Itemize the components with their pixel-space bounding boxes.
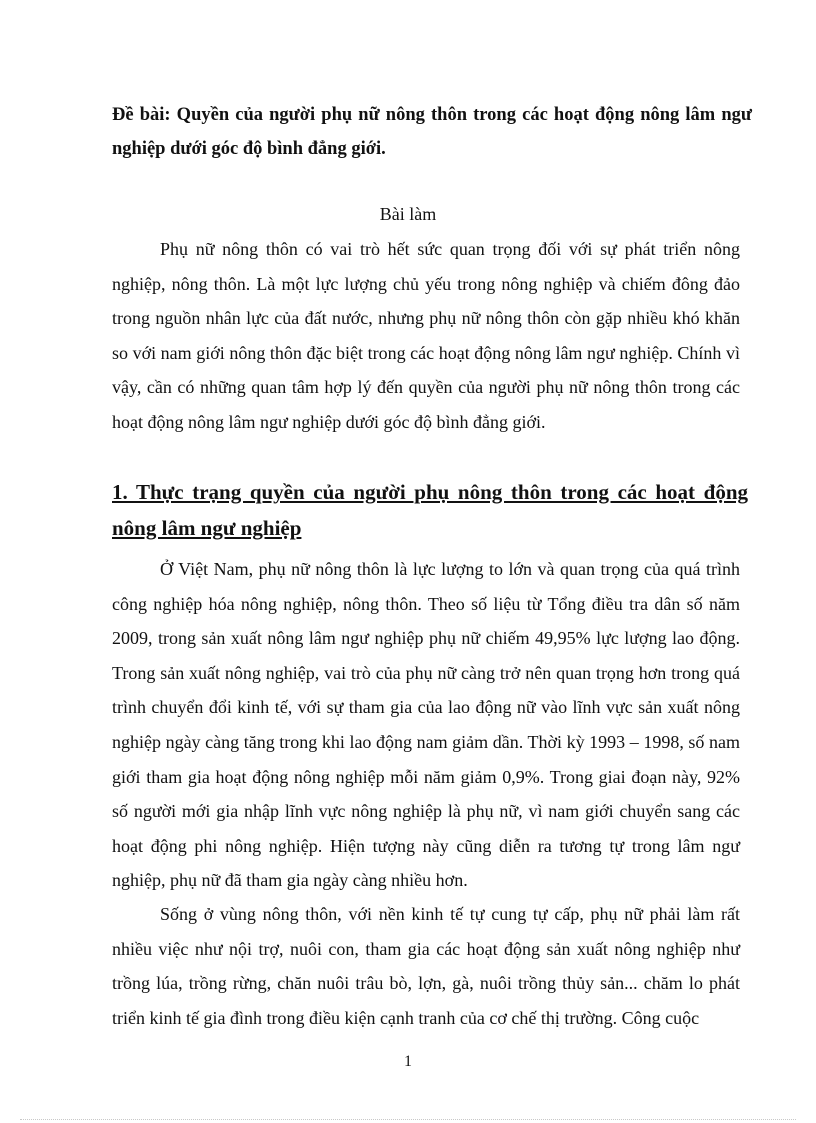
page-bottom-divider: [20, 1119, 796, 1120]
essay-subheading: Bài làm: [379, 204, 437, 224]
body-paragraph-text: Sống ở vùng nông thôn, với nền kinh tế tự cung tự cấp, phụ nữ phải làm rất nhiều việc như nội trợ, nuôi con, tham gia các hoạt động sản xuất nông nghiệp như trồng lúa, trồng rừng, chăn nuôi trâu bò, lợn, gà, nuôi trồng thủy sản... chăm lo phát triển kinh tế gia đình trong điều kiện cạnh tranh của cơ chế thị trường. Công cuộc: [112, 904, 740, 1028]
assignment-title: Đề bài: Quyền của người phụ nữ nông thôn trong các hoạt động nông lâm ngư nghiệp dưới góc độ bình đẳng giới.: [112, 105, 752, 159]
body-paragraph: [112, 552, 740, 898]
body-paragraph-text: Ở Việt Nam, phụ nữ nông thôn là lực lượng to lớn và quan trọng của quá trình công nghiệp hóa nông nghiệp, nông thôn. Theo số liệu từ Tổng điều tra dân số năm 2009, trong sản xuất nông lâm ngư nghiệp phụ nữ chiếm 49,95% lực lượng lao động. Trong sản xuất nông nghiệp, vai trò của phụ nữ càng trở nên quan trọng hơn trong quá trình chuyển đổi kinh tế, với sự tham gia của lao động nữ vào lĩnh vực sản xuất nông nghiệp ngày càng tăng trong khi lao động nam giảm dần. Thời kỳ 1993 – 1998, số nam giới tham gia hoạt động nông nghiệp mỗi năm giảm 0,9%. Trong giai đoạn này, 92% số người mới gia nhập lĩnh vực nông nghiệp là phụ nữ, vì nam giới chuyển sang các hoạt động phi nông nghiệp. Hiện tượng này cũng diễn ra tương tự trong lâm ngư nghiệp, phụ nữ đã tham gia ngày càng nhiều hơn.: [112, 559, 740, 891]
section-heading: 1. Thực trạng quyền của người phụ nông thôn trong các hoạt động nông lâm ngư nghiệp: [112, 480, 748, 540]
page-number: 1: [404, 1053, 412, 1070]
intro-paragraph-text: Phụ nữ nông thôn có vai trò hết sức quan trọng đối với sự phát triển nông nghiệp, nông thôn. Là một lực lượng chủ yếu trong nông nghiệp và chiếm đông đảo trong nguồn nhân lực của đất nước, nhưng phụ nữ nông thôn còn gặp nhiều khó khăn so với nam giới nông thôn đặc biệt trong các hoạt động nông lâm ngư nghiệp. Chính vì vậy, cần có những quan tâm hợp lý đến quyền của người phụ nữ nông thôn trong các hoạt động nông lâm ngư nghiệp dưới góc độ bình đẳng giới.: [112, 239, 740, 432]
body-paragraph: [112, 897, 740, 1035]
intro-paragraph: [112, 232, 740, 440]
